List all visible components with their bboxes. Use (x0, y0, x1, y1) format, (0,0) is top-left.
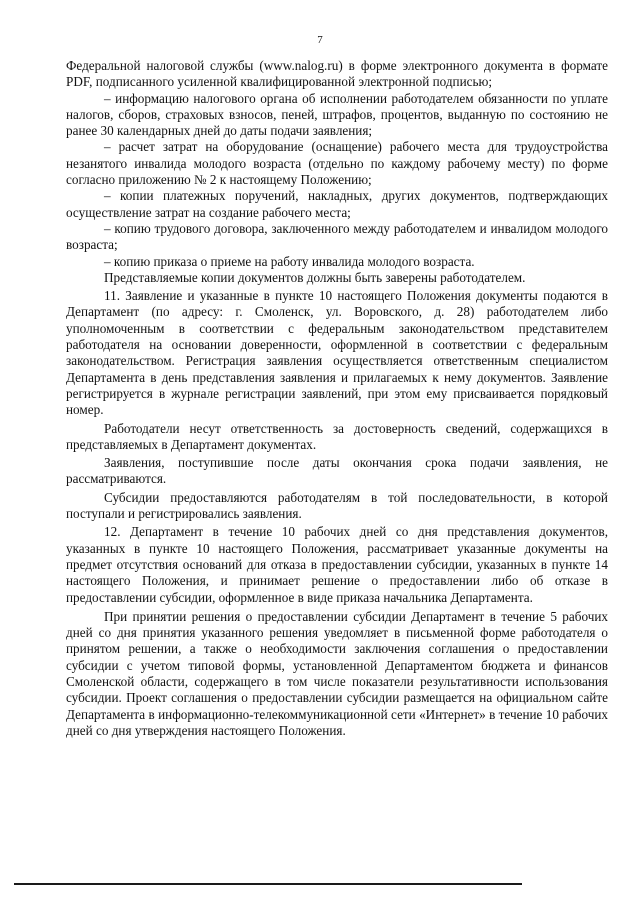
paragraph-certified-copies: Представляемые копии документов должны быть заверены работодателем. (104, 269, 526, 285)
paragraph-subsidy-order: Субсидии предоставляются работодателям в той последовательности, в которой поступали и регистрировались заявления. (66, 489, 608, 522)
list-item-cost-calculation: – расчет затрат на оборудование (оснащение) рабочего места для трудоустройства незанятого инвалида молодого возраста (отдельно по каждому рабочему месту) по форме согласно приложению № 2 к настоящему Положению; (66, 139, 608, 188)
paragraph-section-11: 11. Заявление и указанные в пункте 10 настоящего Положения документы подаются в Департамент (по адресу: г. Смоленск, ул. Воровского, д. 28) работодателем либо уполномоченным в соответствии с федеральным законодательством представителем работодателя на основании доверенности, оформленной в соответствии с федеральным законодательством. Регистрация заявления осуществляется ответственным специалистом Департамента в день представления заявления и прилагаемых к нему документов. Заявление регистрируется в журнале регистрации заявлений, при этом ему присваивается порядковый номер. (66, 288, 608, 418)
list-item-hiring-order: – копию приказа о приеме на работу инвалида молодого возраста. (104, 253, 475, 269)
list-item-tax-info: – информацию налогового органа об исполнении работодателем обязанности по уплате налогов, сборов, страховых взносов, пеней, штрафов, процентов, выданную по состоянию не ранее 30 календарных дней до даты подачи заявления; (66, 90, 608, 139)
paragraph-intro-continuation: Федеральной налоговой службы (www.nalog.ru) в форме электронного документа в формате PDF, подписанного усиленной квалифицированной электронной подписью; (66, 58, 608, 90)
paragraph-decision-notification: При принятии решения о предоставлении субсидии Департамент в течение 5 рабочих дней со дня принятия указанного решения уведомляет в письменной форме работодателя о принятом решении, а также о необходимости заключения соглашения о предоставлении субсидии с учетом типовой формы, установленной Департаментом бюджета и финансов Смоленской области, содержащего в том числе показатели результативности использования субсидии. Проект соглашения о предоставлении субсидии размещается на официальном сайте Департамента в информационно-телекоммуникационной сети «Интернет» в течение 10 рабочих дней со дня утверждения настоящего Положения. (66, 608, 608, 738)
paragraph-late-applications: Заявления, поступившие после даты окончания срока подачи заявления, не рассматриваются. (66, 455, 608, 487)
document-body (66, 58, 608, 739)
page-number: 7 (317, 34, 323, 46)
list-item-employment-contract: – копию трудового договора, заключенного между работодателем и инвалидом молодого возраста; (66, 220, 608, 253)
paragraph-employer-responsibility: Работодатели несут ответственность за достоверность сведений, содержащихся в представляемых в Департамент документах. (66, 420, 608, 452)
list-item-payment-copies: – копии платежных поручений, накладных, других документов, подтверждающих осуществление затрат на создание рабочего места; (66, 188, 608, 220)
paragraph-section-12: 12. Департамент в течение 10 рабочих дней со дня представления документов, указанных в пункте 10 настоящего Положения, рассматривает указанные документы на предмет отсутствия оснований для отказа в предоставлении субсидии, указанных в пункте 14 настоящего Положения, и принимает решение о предоставлении либо об отказе в предоставлении субсидии, оформленное в виде приказа начальника Департамента. (66, 524, 608, 605)
footer-divider (14, 883, 522, 885)
